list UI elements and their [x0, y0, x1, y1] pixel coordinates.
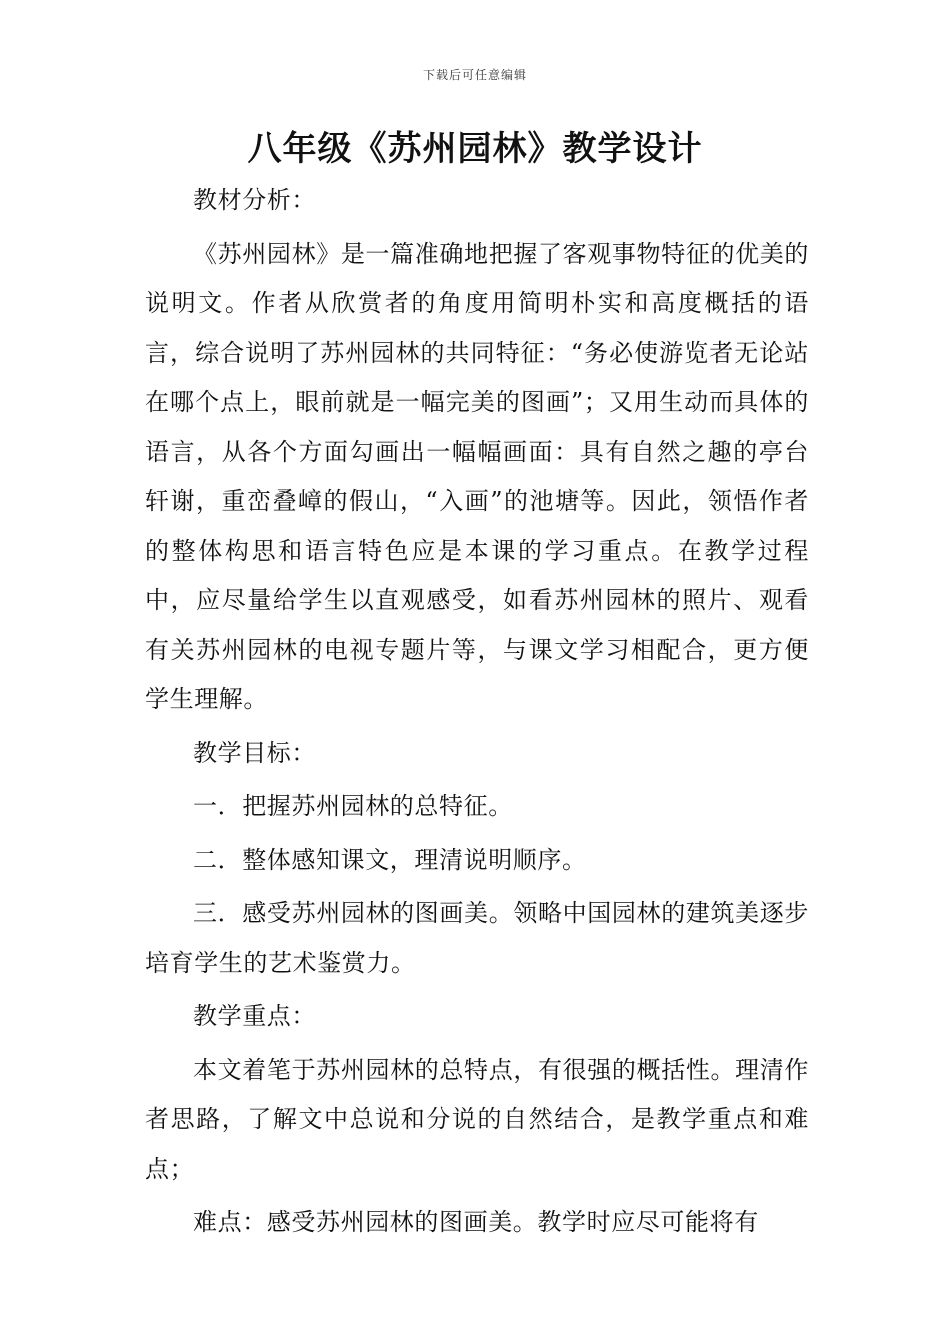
goal-item-1: 一．把握苏州园林的总特征。 — [193, 792, 513, 820]
header-note: 下载后可任意编辑 — [422, 68, 527, 82]
paragraph-key-points: 本文着笔于苏州园林的总特点，有很强的概括性。理清作者思路，了解文中总说和分说的自然结合，是教学重点和难点； — [145, 1055, 809, 1183]
section-heading-key-points: 教学重点： — [193, 1002, 316, 1030]
section-heading-teaching-goals: 教学目标： — [193, 738, 316, 767]
goal-item-2: 二．整体感知课文，理清说明顺序。 — [193, 845, 587, 874]
goal-item-3: 三．感受苏州园林的图画美。领略中国园林的建筑美逐步培育学生的艺术鉴赏力。 — [145, 899, 809, 977]
paragraph-difficulties: 难点：感受苏州园林的图画美。教学时应尽可能将有 — [193, 1208, 759, 1236]
paragraph-material-analysis: 《苏州园林》是一篇准确地把握了客观事物特征的优美的说明文。作者从欣赏者的角度用简明朴实和高度概括的语言，综合说明了苏州园林的共同特征：“务必使游览者无论站在哪个点上，眼前就是一幅完美的图画”；又用生动而具体的语言，从各个方面勾画出一幅幅画面：具有自然之趣的亭台轩谢，重峦叠嶂的假山，“入画”的池塘等。因此，领悟作者的整体构思和语言特色应是本课的学习重点。在教学过程中，应尽量给学生以直观感受，如看苏州园林的照片、观看有关苏州园林的电视专题片等，与课文学习相配合，更方便学生理解。 — [145, 239, 809, 713]
document-body — [145, 176, 809, 1248]
section-heading-material-analysis: 教材分析： — [193, 186, 316, 214]
document-title: 八年级《苏州园林》教学设计 — [247, 129, 703, 169]
